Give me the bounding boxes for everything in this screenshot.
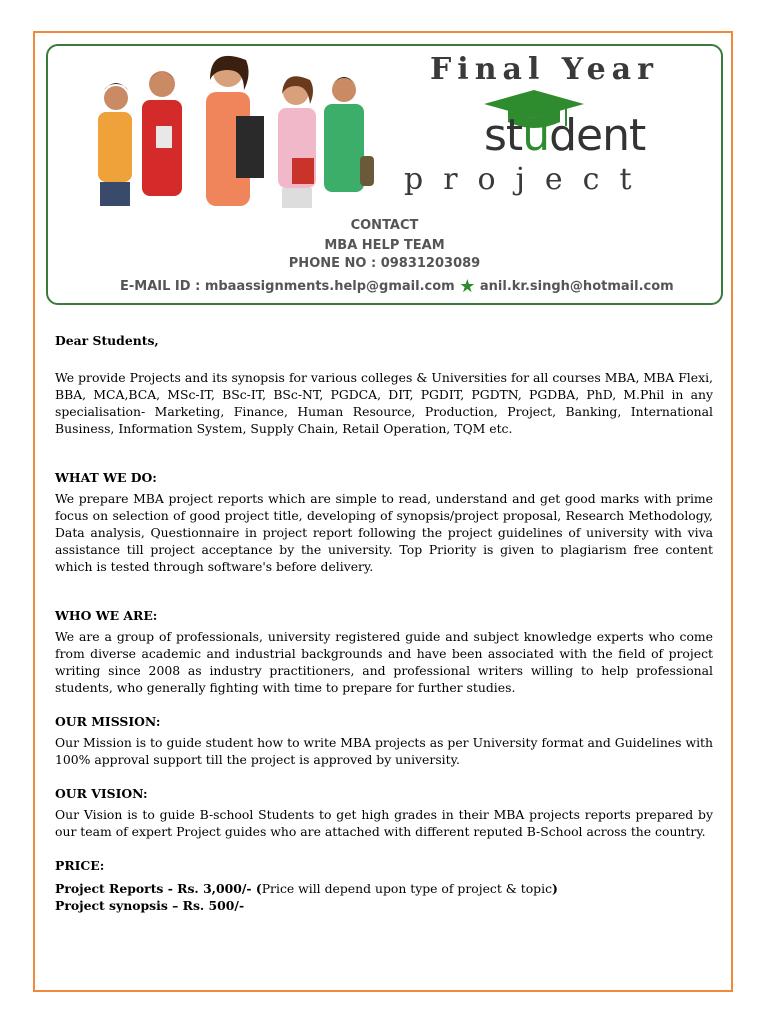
vision-body: Our Vision is to guide B-school Students to get high grades in their MBA projects reports prepared by our team of expert Project guides who are attached with different reputed B-School across the country. [55, 807, 713, 839]
team-name: MBA HELP TEAM [324, 238, 445, 253]
email-address-2[interactable]: anil.kr.singh@hotmail.com [479, 279, 674, 294]
price-reports: Project Reports - Rs. 3,000/- (Price will depend upon type of project & topic) [55, 881, 558, 896]
contact-heading: CONTACT [350, 218, 419, 233]
greeting: Dear Students, [55, 333, 159, 348]
student-figure [142, 71, 182, 196]
price-heading: PRICE: [55, 858, 105, 873]
student-figure [98, 83, 132, 206]
phone-number: PHONE NO : 09831203089 [288, 256, 481, 271]
title-final-year: Final Year [430, 52, 659, 87]
who-we-are-heading: WHO WE ARE: [55, 608, 158, 623]
what-we-do-body: We prepare MBA project reports which are simple to read, understand and get good marks with prime focus on selection of good project title, developing of synopsis/project proposal, Research Methodology, Data analysis, Questionnaire in project report following the project guidelines of university with viva assistance till project acceptance by the university. Top Priority is given to plagiarism free content which is tested through software's before delivery. [55, 491, 713, 574]
email-label: E-MAIL ID : [120, 279, 201, 294]
price-synopsis: Project synopsis – Rs. 500/- [55, 898, 245, 913]
student-figure [278, 76, 316, 208]
email-row [120, 276, 674, 297]
student-figure [324, 77, 374, 192]
star-icon: ★ [459, 276, 476, 297]
intro-paragraph: We provide Projects and its synopsis for various colleges & Universities for all courses MBA, MBA Flexi, BBA, MCA,BCA, MSc-IT, BSc-IT, BSc-NT, PGDCA, DIT, PGDIT, PGDTN, PGDBA, PhD, M.Phil in any specialisation- Marketing, Finance, Human Resource, Production, Project, Banking, International Business, Information System, Supply Chain, Retail Operation, TQM etc. [55, 370, 713, 436]
title-student: student [484, 110, 646, 161]
header-banner [46, 44, 723, 305]
vision-heading: OUR VISION: [55, 786, 148, 801]
title-project: project [404, 162, 652, 197]
what-we-do-heading: WHAT WE DO: [55, 470, 157, 485]
mission-heading: OUR MISSION: [55, 714, 161, 729]
student-figure [206, 56, 264, 206]
who-we-are-body: We are a group of professionals, university registered guide and subject knowledge experts who come from diverse academic and industrial backgrounds and have been associated with the field of project writing since 2008 as industry practitioners, and professional writers willing to help professional students, who generally fighting with time to prepare for further studies. [55, 629, 713, 695]
letter-content [55, 332, 713, 914]
email-address-1[interactable]: mbaassignments.help@gmail.com [204, 279, 455, 294]
mission-body: Our Mission is to guide student how to write MBA projects as per University format and Guidelines with 100% approval support till the project is approved by university. [55, 735, 713, 767]
students-photo [60, 46, 390, 216]
